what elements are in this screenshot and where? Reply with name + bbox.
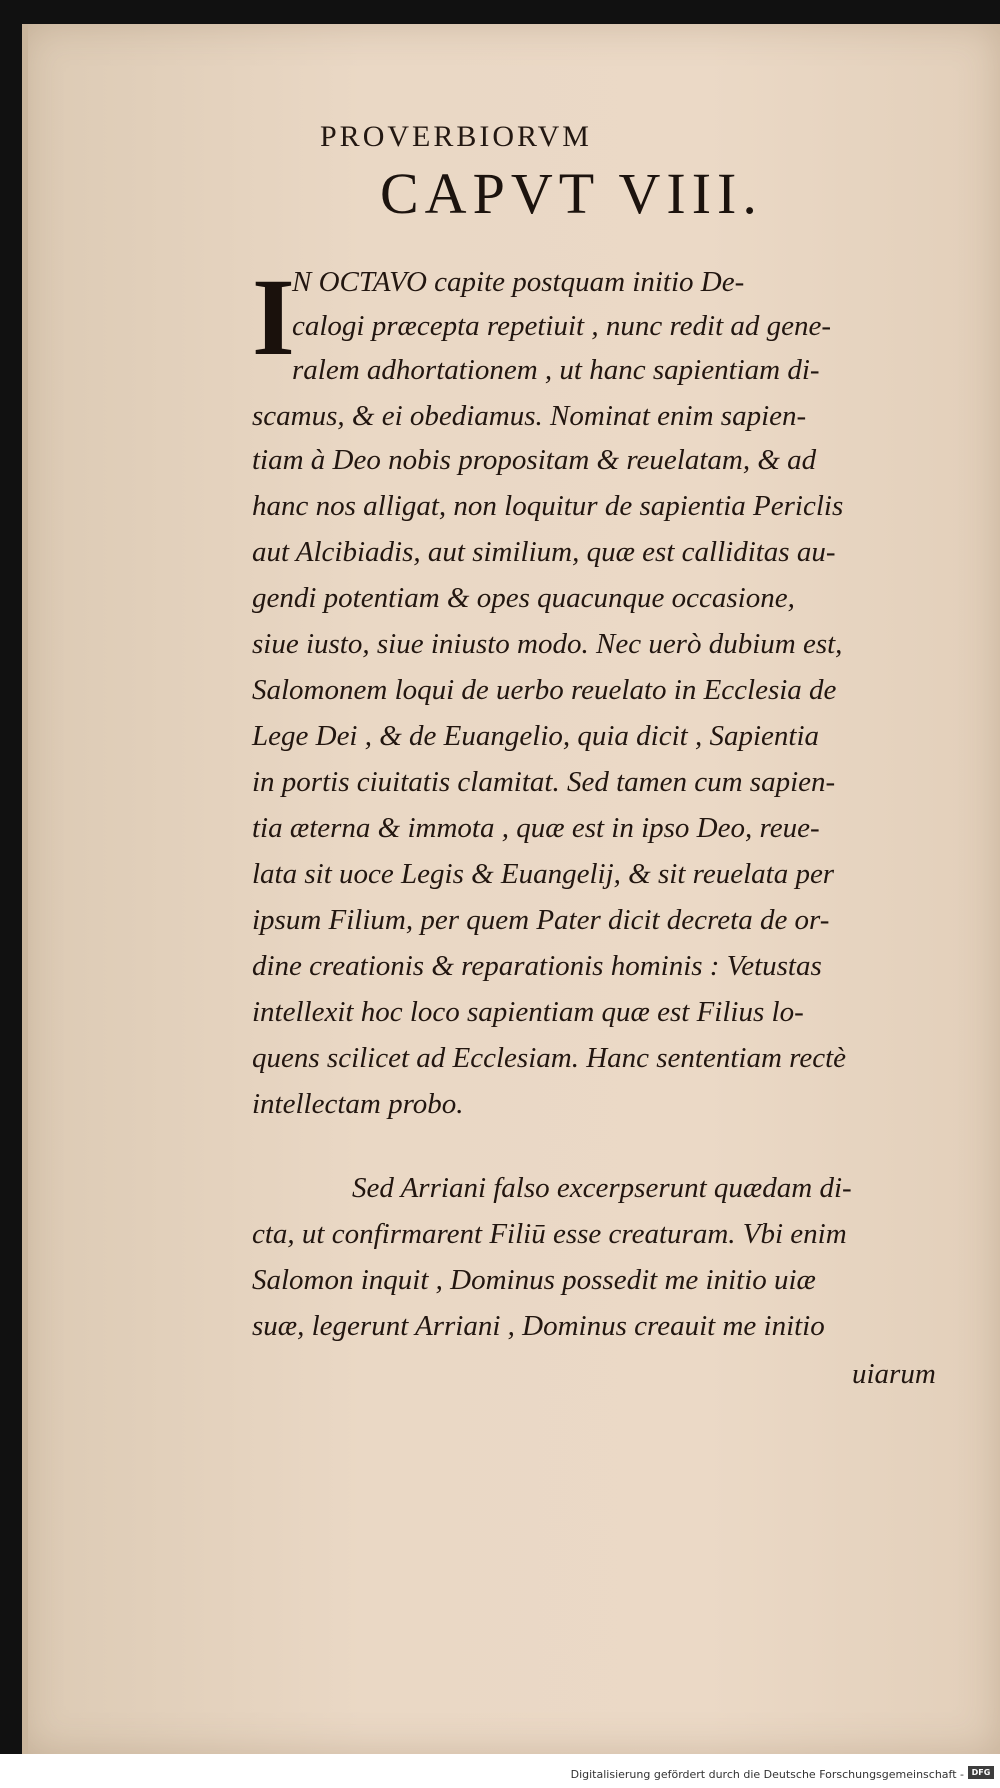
text-line: lata sit uoce Legis & Euangelij, & sit reuelata per — [252, 858, 835, 890]
text-line: Salomon inquit , Dominus possedit me initio uiæ — [252, 1264, 816, 1296]
text-line: Salomonem loqui de uerbo reuelato in Ecclesia de — [252, 674, 837, 706]
text-line: aut Alcibiadis, aut similium, quæ est calliditas au- — [252, 536, 836, 568]
text-line: scamus, & ei obediamus. Nominat enim sapien- — [252, 400, 807, 432]
text-line: gendi potentiam & opes quacunque occasione, — [252, 582, 795, 614]
text-line: Lege Dei , & de Euangelio, quia dicit , Sapientia — [252, 720, 820, 752]
text-line: calogi præcepta repetiuit , nunc redit ad gene- — [292, 310, 832, 342]
text-line: dine creationis & reparationis hominis : Vetustas — [252, 950, 822, 982]
text-line: N OCTAVO capite postquam initio De- — [292, 266, 745, 298]
dfg-logo: DFG — [968, 1766, 994, 1779]
text-line: intellexit hoc loco sapientiam quæ est Filius lo- — [252, 996, 804, 1028]
chapter-heading: CAPVT VIII. — [380, 161, 763, 226]
text-line: hanc nos alligat, non loquitur de sapientia Periclis — [252, 490, 844, 522]
page-edge — [22, 24, 28, 1754]
text-line: quens scilicet ad Ecclesiam. Hanc sententiam rectè — [252, 1042, 847, 1074]
text-line: siue iusto, siue iniusto modo. Nec uerò dubium est, — [252, 628, 843, 660]
drop-capital: I — [252, 256, 295, 378]
text-line: ipsum Filium, per quem Pater dicit decreta de or- — [252, 904, 830, 936]
text-line: intellectam probo. — [252, 1088, 464, 1120]
running-title: PROVERBIORVM — [320, 120, 592, 153]
text-line: tia æterna & immota , quæ est in ipso Deo, reue- — [252, 812, 820, 844]
text-line: suæ, legerunt Arriani , Dominus creauit me initio — [252, 1310, 825, 1342]
text-line: cta, ut confirmarent Filiū esse creaturam. Vbi enim — [252, 1218, 847, 1250]
text-line: in portis ciuitatis clamitat. Sed tamen cum sapien- — [252, 766, 836, 798]
text-line: tiam à Deo nobis propositam & reuelatam, & ad — [252, 444, 817, 476]
text-line: ralem adhortationem , ut hanc sapientiam di- — [292, 354, 820, 386]
catchword: uiarum — [852, 1358, 936, 1390]
text-line: Sed Arriani falso excerpserunt quædam di- — [352, 1172, 852, 1204]
digitization-credit: Digitalisierung gefördert durch die Deutsche Forschungsgemeinschaft - — [570, 1768, 964, 1781]
